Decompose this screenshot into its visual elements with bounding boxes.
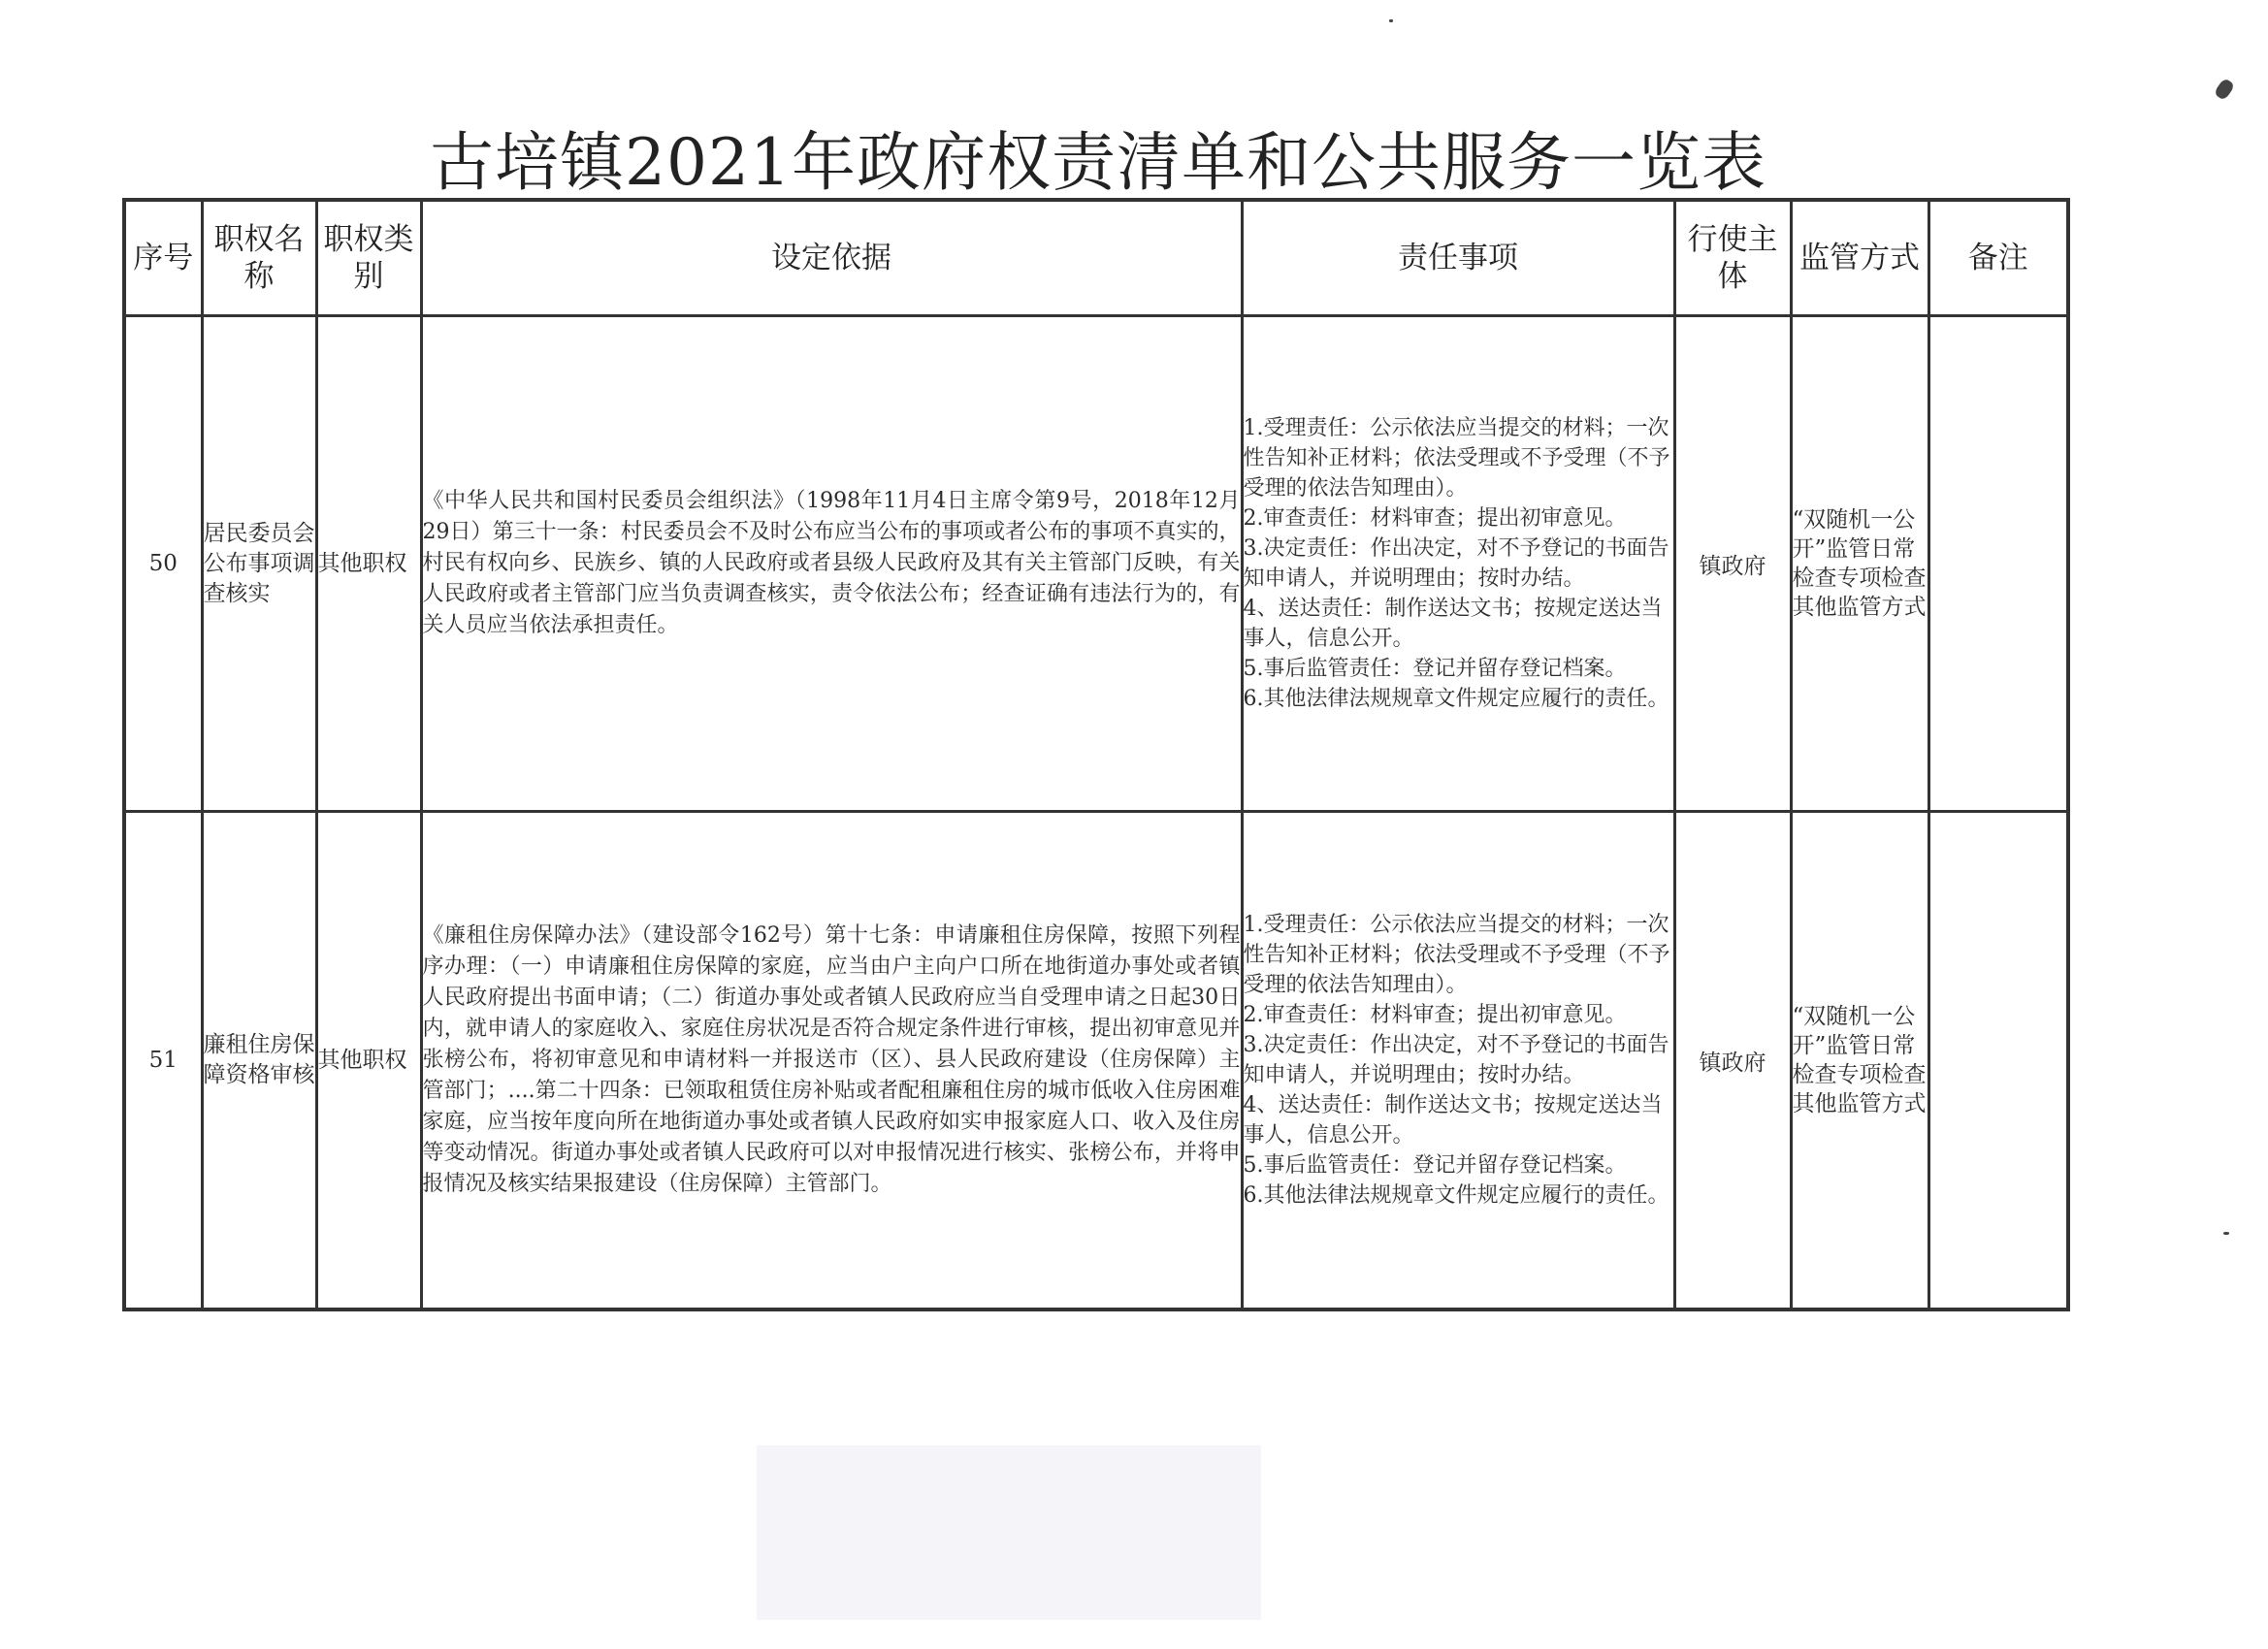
responsibility-item: 1.受理责任：公示依法应当提交的材料；一次性告知补正材料；依法受理或不予受理（不予受理的依法告知理由）。 [1243, 913, 1670, 997]
header-subject: 行使主体 [1674, 200, 1791, 316]
scan-speck [2214, 78, 2236, 101]
responsibility-item: 5.事后监管责任：登记并留存登记档案。 [1243, 657, 1627, 681]
cell-subject: 镇政府 [1674, 316, 1791, 812]
header-seq: 序号 [124, 200, 202, 316]
responsibility-item: 4、送达责任：制作送达文书；按规定送达当事人，信息公开。 [1243, 1093, 1663, 1148]
cell-power-name: 廉租住房保障资格审核 [202, 812, 316, 1310]
responsibility-item: 2.审查责任：材料审查；提出初审意见。 [1243, 1003, 1627, 1027]
cell-remark [1928, 812, 2068, 1310]
scan-speck [1389, 19, 1393, 22]
header-supervision: 监管方式 [1791, 200, 1928, 316]
header-basis: 设定依据 [421, 200, 1242, 316]
cell-responsibilities [1242, 812, 1674, 1310]
cell-supervision: “双随机一公开”监管日常检查专项检查其他监管方式 [1791, 812, 1928, 1310]
cell-responsibilities [1242, 316, 1674, 812]
responsibility-item: 5.事后监管责任：登记并留存登记档案。 [1243, 1153, 1627, 1178]
power-list-table [122, 198, 2070, 1311]
cell-power-kind: 其他职权 [316, 812, 421, 1310]
table-row [124, 316, 2068, 812]
cell-seq: 51 [124, 812, 202, 1310]
scan-smudge [757, 1445, 1261, 1620]
cell-power-name: 居民委员会公布事项调查核实 [202, 316, 316, 812]
document-title: 古培镇2021年政府权责清单和公共服务一览表 [430, 125, 1766, 200]
cell-remark [1928, 316, 2068, 812]
scan-speck [2223, 1232, 2229, 1235]
responsibility-item: 2.审查责任：材料审查；提出初审意见。 [1243, 506, 1627, 531]
responsibility-item: 3.决定责任：作出决定，对不予登记的书面告知申请人，并说明理由；按时办结。 [1243, 1033, 1669, 1087]
responsibility-item: 4、送达责任：制作送达文书；按规定送达当事人，信息公开。 [1243, 597, 1663, 651]
cell-legal-basis: 《中华人民共和国村民委员会组织法》（1998年11月4日主席令第9号，2018年12月29日）第三十一条：村民委员会不及时公布应当公布的事项或者公布的事项不真实的，村民有权向乡、民族乡、镇的人民政府或者县级人民政府及其有关主管部门反映，有关人民政府或者主管部门应当负责调查核实，责令依法公布；经查证确有违法行为的，有关人员应当依法承担责任。 [421, 316, 1242, 812]
responsibility-item: 6.其他法律法规规章文件规定应履行的责任。 [1243, 687, 1669, 711]
table-row [124, 812, 2068, 1310]
header-name: 职权名称 [202, 200, 316, 316]
header-responsibility: 责任事项 [1242, 200, 1674, 316]
responsibility-item: 1.受理责任：公示依法应当提交的材料；一次性告知补正材料；依法受理或不予受理（不予受理的依法告知理由）。 [1243, 416, 1670, 501]
cell-power-kind: 其他职权 [316, 316, 421, 812]
header-kind: 职权类别 [316, 200, 421, 316]
cell-supervision: “双随机一公开”监管日常检查专项检查其他监管方式 [1791, 316, 1928, 812]
cell-legal-basis: 《廉租住房保障办法》（建设部令162号）第十七条：申请廉租住房保障，按照下列程序办理：（一）申请廉租住房保障的家庭，应当由户主向户口所在地街道办事处或者镇人民政府提出书面申请；（二）街道办事处或者镇人民政府应当自受理申请之日起30日内，就申请人的家庭收入、家庭住房状况是否符合规定条件进行审核，提出初审意见并张榜公布，将初审意见和申请材料一并报送市（区）、县人民政府建设（住房保障）主管部门；....第二十四条：已领取租赁住房补贴或者配租廉租住房的城市低收入住房困难家庭，应当按年度向所在地街道办事处或者镇人民政府如实申报家庭人口、收入及住房等变动情况。街道办事处或者镇人民政府可以对申报情况进行核实、张榜公布，并将申报情况及核实结果报建设（住房保障）主管部门。 [421, 812, 1242, 1310]
cell-subject: 镇政府 [1674, 812, 1791, 1310]
responsibility-item: 6.其他法律法规规章文件规定应履行的责任。 [1243, 1183, 1669, 1208]
table-header-row [124, 200, 2068, 316]
responsibility-item: 3.决定责任：作出决定，对不予登记的书面告知申请人，并说明理由；按时办结。 [1243, 536, 1669, 591]
header-remark: 备注 [1928, 200, 2068, 316]
cell-seq: 50 [124, 316, 202, 812]
